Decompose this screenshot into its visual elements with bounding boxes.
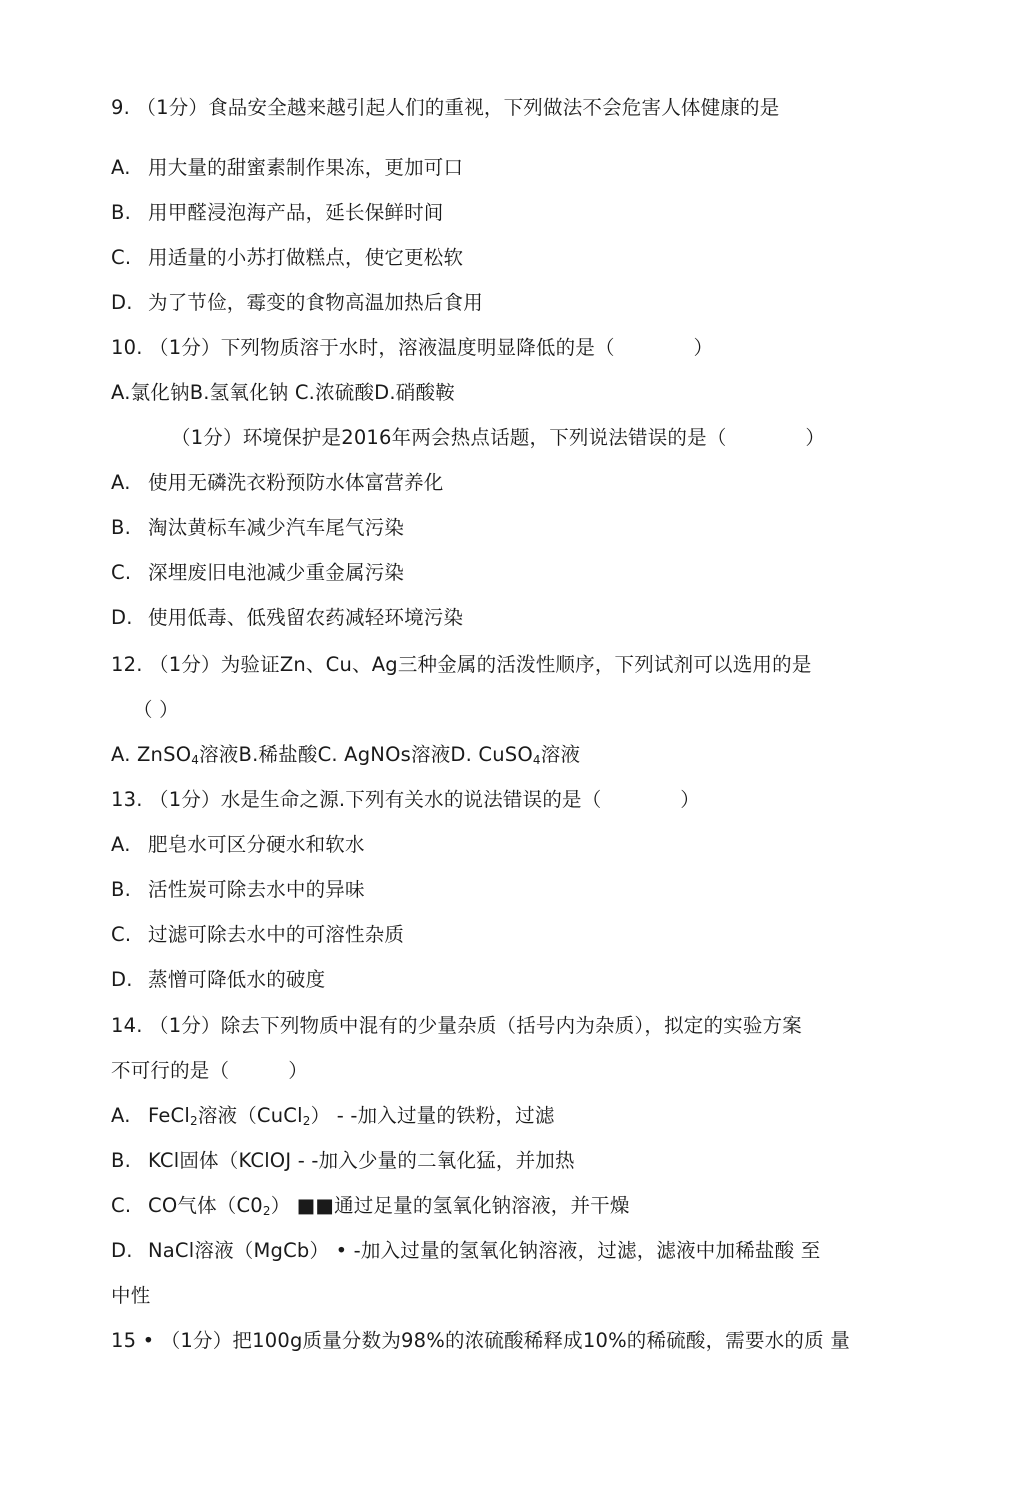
q12-options-mid-text: 溶液B.稀盐酸C. AgNOs溶液D. CuSO xyxy=(199,743,533,766)
option-letter: B. xyxy=(111,878,131,901)
q14-option-a xyxy=(111,1102,555,1135)
q9-option-a xyxy=(111,154,463,182)
q10-stem: 10. （1分）下列物质溶于水时，溶液温度明显降低的是（ ） xyxy=(111,336,714,359)
subscript: 2 xyxy=(262,1204,271,1218)
option-text: CO气体（C0 xyxy=(148,1194,263,1217)
q13-option-c xyxy=(111,921,404,949)
option-letter: A. xyxy=(111,1104,131,1127)
q13-option-b xyxy=(111,876,365,904)
q9-option-c xyxy=(111,244,463,272)
option-letter: A. xyxy=(111,156,131,179)
option-letter: C. xyxy=(111,561,132,584)
option-text: ） - -加入过量的铁粉，过滤 xyxy=(310,1104,555,1127)
option-letter: C. xyxy=(111,246,132,269)
option-text: 深埋废旧电池减少重金属污染 xyxy=(148,561,405,584)
option-text: 活性炭可除去水中的异味 xyxy=(148,878,365,901)
q12-option-d-tail: 溶液 xyxy=(540,743,581,766)
q11-option-a xyxy=(111,469,444,497)
q12-options xyxy=(111,741,580,774)
q10-options: A.氯化钠B.氢氧化钠 C.浓硫酸D.硝酸鞍 xyxy=(111,381,455,404)
option-text: NaCl溶液（MgCb） • -加入过量的氢氧化钠溶液，过滤，滤液中加稀盐酸 至 xyxy=(148,1239,821,1262)
option-text: 用甲醛浸泡海产品，延长保鲜时间 xyxy=(148,201,444,224)
option-text: 为了节俭，霉变的食物高温加热后食用 xyxy=(148,291,483,314)
option-text: FeCl xyxy=(148,1104,190,1127)
q14-option-d xyxy=(111,1237,820,1265)
subscript: 4 xyxy=(191,753,200,767)
option-letter: B. xyxy=(111,201,131,224)
q12-option-a-text: A. ZnSO xyxy=(111,743,192,766)
option-text: 使用低毒、低残留农药减轻环境污染 xyxy=(148,606,464,629)
subscript: 4 xyxy=(532,753,541,767)
option-text: ） ■■通过足量的氢氧化钠溶液，并干燥 xyxy=(270,1194,630,1217)
q14-stem: 14. （1分）除去下列物质中混有的少量杂质（括号内为杂质），拟定的实验方案 xyxy=(111,1014,802,1037)
option-text: 肥皂水可区分硬水和软水 xyxy=(148,833,365,856)
option-text: 蒸憎可降低水的破度 xyxy=(148,968,326,991)
option-letter: D. xyxy=(111,606,133,629)
subscript: 2 xyxy=(189,1114,198,1128)
q12-stem-continued: （ ） xyxy=(133,698,179,721)
option-letter: B. xyxy=(111,516,131,539)
q14-option-d-continued: 中性 xyxy=(111,1284,151,1307)
option-text: KCl固体（KClOJ - -加入少量的二氧化猛，并加热 xyxy=(148,1149,575,1172)
option-letter: D. xyxy=(111,291,133,314)
q15-stem: 15 • （1分）把100g质量分数为98%的浓硫酸稀释成10%的稀硫酸，需要水的质 量 xyxy=(111,1329,850,1352)
q14-option-b xyxy=(111,1147,575,1175)
subscript: 2 xyxy=(302,1114,311,1128)
option-text: 淘汰黄标车减少汽车尾气污染 xyxy=(148,516,405,539)
q9-option-b xyxy=(111,199,444,227)
q14-option-c xyxy=(111,1192,630,1225)
option-letter: C. xyxy=(111,923,132,946)
option-letter: A. xyxy=(111,833,131,856)
option-letter: A. xyxy=(111,471,131,494)
q11-option-c xyxy=(111,559,404,587)
q11-option-b xyxy=(111,514,404,542)
option-letter: C. xyxy=(111,1194,132,1217)
option-text: 用适量的小苏打做糕点，使它更松软 xyxy=(148,246,464,269)
q14-stem-continued: 不可行的是（ ） xyxy=(111,1059,309,1082)
option-letter: B. xyxy=(111,1149,131,1172)
option-text: 用大量的甜蜜素制作果冻，更加可口 xyxy=(148,156,464,179)
q13-option-a xyxy=(111,831,365,859)
q11-stem: （1分）环境保护是2016年两会热点话题，下列说法错误的是（ ） xyxy=(171,426,826,449)
option-text: 溶液（CuCl xyxy=(197,1104,303,1127)
option-letter: D. xyxy=(111,968,133,991)
q11-option-d xyxy=(111,604,463,632)
q13-option-d xyxy=(111,966,325,994)
q13-stem: 13. （1分）水是生命之源.下列有关水的说法错误的是（ ） xyxy=(111,788,700,811)
q12-stem: 12. （1分）为验证Zn、Cu、Ag三种金属的活泼性顺序，下列试剂可以选用的是 xyxy=(111,653,812,676)
option-text: 过滤可除去水中的可溶性杂质 xyxy=(148,923,405,946)
option-letter: D. xyxy=(111,1239,133,1262)
q9-option-d xyxy=(111,289,483,317)
q9-stem: 9. （1分）食品安全越来越引起人们的重视，下列做法不会危害人体健康的是 xyxy=(111,96,780,119)
option-text: 使用无磷洗衣粉预防水体富营养化 xyxy=(148,471,444,494)
